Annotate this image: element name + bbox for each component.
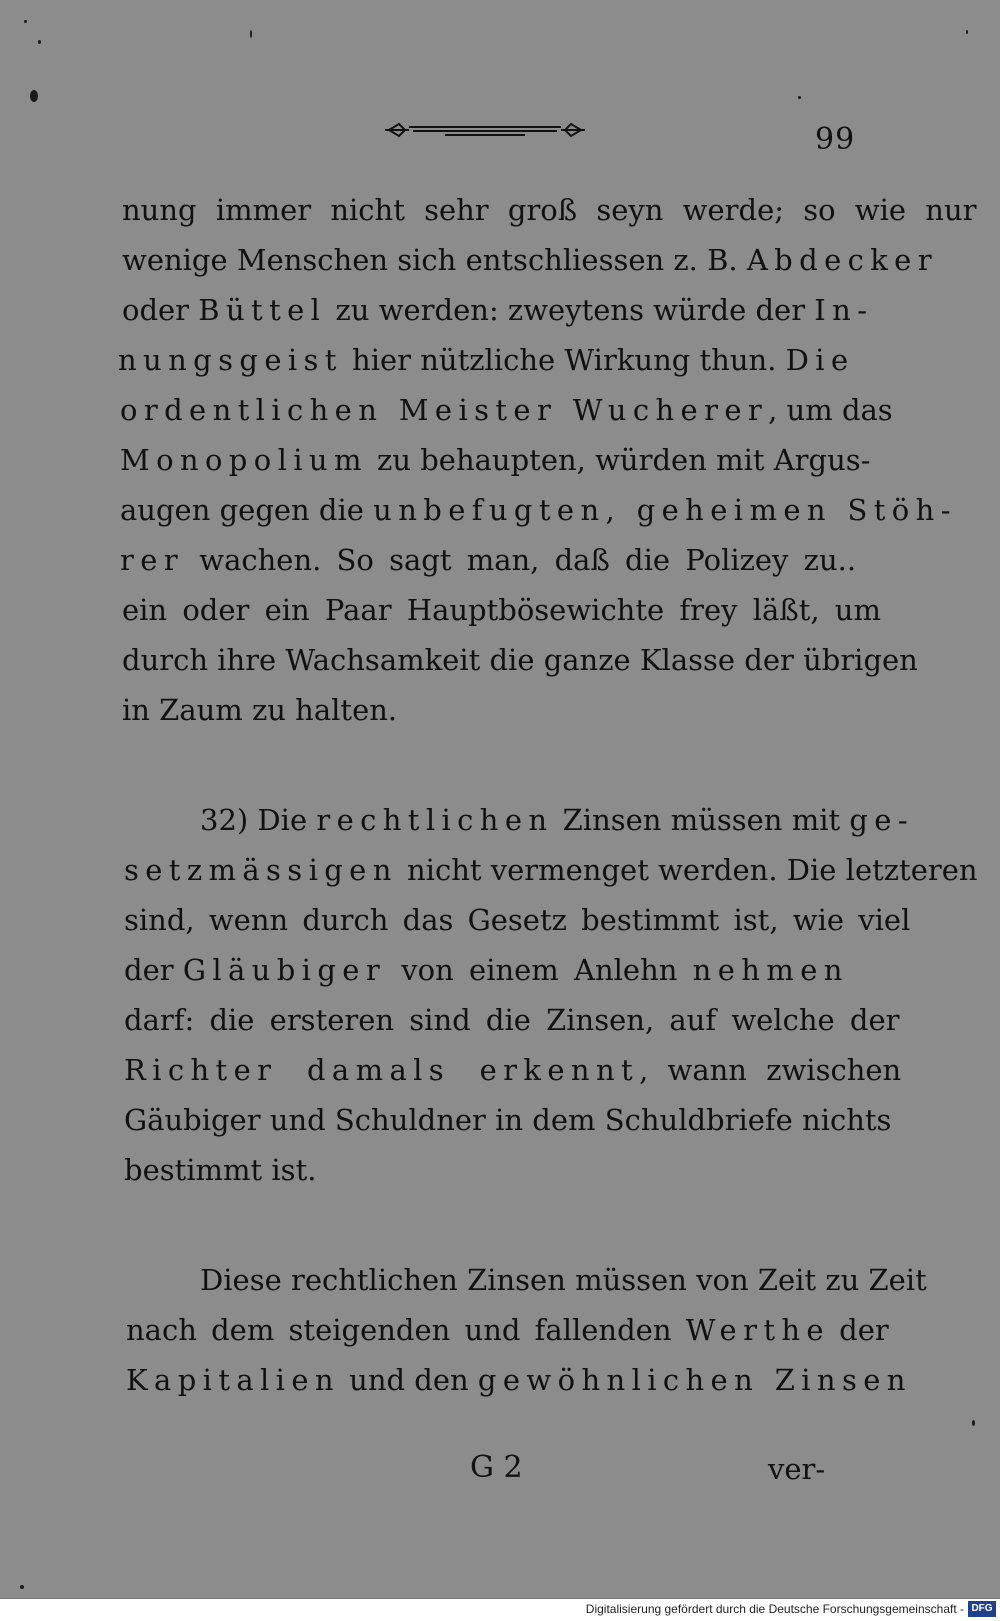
text-line-6 <box>120 436 1000 484</box>
spaced-word: unbefugten, geheimen Stöh- <box>373 493 957 527</box>
text-line-17 <box>124 1046 1000 1094</box>
line-segment: nach dem steigenden und fallenden <box>126 1313 686 1347</box>
line-segment: sind, wenn durch das Gesetz bestimmt ist, wie viel <box>124 903 911 937</box>
spaced-word: Die <box>785 343 855 377</box>
text-line-9 <box>122 586 1000 634</box>
line-segment: oder <box>122 293 199 327</box>
scan-speck <box>966 30 968 34</box>
text-line-12 <box>200 796 1000 844</box>
line-segment: in Zaum zu halten. <box>122 693 398 727</box>
line-segment: nicht vermenget werden. Die letzteren <box>397 853 978 887</box>
spaced-word: In- <box>814 293 874 327</box>
line-segment: , wann zwischen <box>639 1053 902 1087</box>
text-line-21 <box>126 1306 1000 1354</box>
line-segment: nung immer nicht sehr groß seyn werde; so wie nur <box>122 193 977 227</box>
line-segment: zu werden: zweytens würde der <box>326 293 815 327</box>
line-segment: 32) Die <box>200 803 317 837</box>
line-segment: Gäubiger und Schuldner in dem Schuldbriefe nichts <box>124 1103 892 1137</box>
spaced-word: nehmen <box>692 953 849 987</box>
signature-mark: G 2 <box>470 1450 523 1485</box>
line-segment: wenige Menschen sich entschliessen z. B. <box>122 243 747 277</box>
spaced-word: Gläubiger <box>182 953 387 987</box>
text-line-7 <box>120 486 1000 534</box>
scan-speck <box>38 40 41 44</box>
spaced-word: Büttel <box>198 293 327 327</box>
scan-speck <box>972 1420 975 1426</box>
spaced-word: rer <box>120 543 185 577</box>
text-line-19 <box>124 1146 1000 1194</box>
text-line-2 <box>122 236 1000 284</box>
line-segment: durch ihre Wachsamkeit die ganze Klasse der übrigen <box>122 643 918 677</box>
line-segment: hier nützliche Wirkung thun. <box>342 343 786 377</box>
line-segment: wachen. So sagt man, daß die Polizey zu.. <box>184 543 857 577</box>
line-segment: der <box>124 953 183 987</box>
footer-credit: Digitalisierung gefördert durch die Deutsche Forschungsgemeinschaft - <box>585 1602 964 1616</box>
spaced-word: Richter damals erkennt <box>124 1053 640 1087</box>
line-segment: zu behaupten, würden mit Argus- <box>367 443 871 477</box>
page-number: 99 <box>815 122 856 157</box>
spaced-word: gewöhnlichen Zinsen <box>477 1363 912 1397</box>
text-line-16 <box>124 996 1000 1044</box>
scan-speck <box>30 90 38 102</box>
text-line-13 <box>124 846 1000 894</box>
spaced-word: rechtlichen <box>316 803 554 837</box>
text-line-8 <box>120 536 1000 584</box>
line-segment: augen gegen die <box>120 493 374 527</box>
dfg-logo: DFG <box>968 1601 996 1617</box>
line-segment: von einem Anlehn <box>386 953 693 987</box>
text-line-18 <box>124 1096 1000 1144</box>
line-segment: Zinsen müssen mit <box>553 803 850 837</box>
line-segment: ein oder ein Paar Hauptbösewichte frey läßt, um <box>122 593 881 627</box>
text-line-4 <box>118 336 1000 384</box>
line-segment: , um das <box>768 393 893 427</box>
scan-speck <box>24 20 27 23</box>
scan-speck <box>798 96 801 99</box>
spaced-word: setzmässigen <box>124 853 398 887</box>
text-line-15 <box>124 946 1000 994</box>
spaced-word: Kapitalien <box>126 1363 340 1397</box>
scan-speck <box>20 1585 24 1589</box>
spaced-word: Monopolium <box>120 443 368 477</box>
text-line-20 <box>200 1256 1000 1304</box>
digitization-footer <box>0 1598 1000 1621</box>
text-line-11 <box>122 686 1000 734</box>
spaced-word: Abdecker <box>746 243 938 277</box>
text-line-10 <box>122 636 1000 684</box>
line-segment: und den <box>339 1363 478 1397</box>
text-line-1 <box>122 186 1000 234</box>
text-line-14 <box>124 896 1000 944</box>
catchword: ver- <box>768 1452 826 1486</box>
spaced-word: ge- <box>849 803 915 837</box>
spaced-word: ordentlichen Meister Wucherer <box>120 393 769 427</box>
line-segment: bestimmt ist. <box>124 1153 317 1187</box>
header-ornament <box>385 118 585 142</box>
line-segment: Diese rechtlichen Zinsen müssen von Zeit zu Zeit <box>200 1263 927 1297</box>
spaced-word: Werthe <box>685 1313 830 1347</box>
text-line-5 <box>120 386 1000 434</box>
text-line-22 <box>126 1356 1000 1404</box>
scan-speck <box>250 30 252 38</box>
line-segment: darf: die ersteren sind die Zinsen, auf welche der <box>124 1003 900 1037</box>
line-segment: der <box>829 1313 889 1347</box>
text-line-3 <box>122 286 1000 334</box>
spaced-word: nungsgeist <box>118 343 343 377</box>
